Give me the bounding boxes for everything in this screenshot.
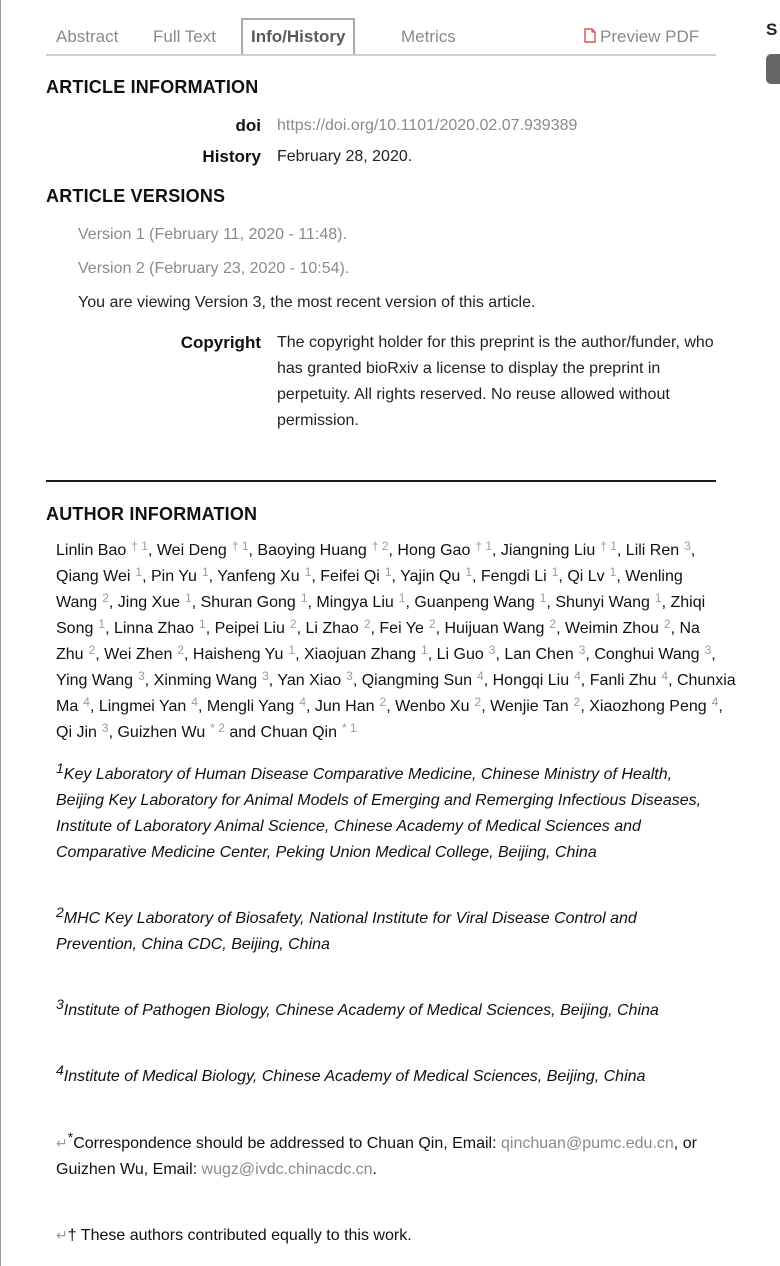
author-name-text: Haisheng Yu xyxy=(192,646,284,663)
author-name-text: Qi Jin xyxy=(56,724,97,741)
author-name-text: Xiaojuan Zhang xyxy=(303,646,417,663)
author-name[interactable] xyxy=(361,669,484,689)
affiliation-number: 2 xyxy=(56,904,64,920)
tab-info-history[interactable]: Info/History xyxy=(241,18,355,54)
author-affiliation-marker: 4 xyxy=(661,669,669,683)
author-name-text: Shuran Gong xyxy=(200,594,296,611)
tab-abstract[interactable]: Abstract xyxy=(56,27,119,46)
author-affiliation-marker: 1 xyxy=(304,565,312,579)
author-affiliation-marker: 2 xyxy=(177,643,185,657)
author-name[interactable] xyxy=(217,565,312,585)
author-name[interactable] xyxy=(397,539,493,559)
author-affiliation-marker: 2 xyxy=(363,617,371,631)
author-affiliation-marker: 2 xyxy=(474,695,482,709)
author-affiliation-marker: 3 xyxy=(684,539,691,553)
author-affiliation-marker: 3 xyxy=(578,643,586,657)
affiliation-text: Institute of Pathogen Biology, Chinese Academy of Medical Sciences, Beijing, China xyxy=(63,1002,659,1019)
author-name[interactable] xyxy=(277,669,353,689)
author-affiliation-marker: 3 xyxy=(101,721,109,735)
author-name-text: Yajin Qu xyxy=(400,568,461,585)
article-versions-heading: ARTICLE VERSIONS xyxy=(46,186,226,206)
author-name[interactable] xyxy=(625,539,691,559)
email-link-wu[interactable]: wugz@ivdc.chinacdc.cn xyxy=(201,1161,373,1178)
author-affiliation-marker: 1 xyxy=(98,617,106,631)
affiliation-text: Institute of Medical Biology, Chinese Academy of Medical Sciences, Beijing, China xyxy=(63,1068,646,1085)
version-1-link[interactable]: Version 1 (February 11, 2020 - 11:48). xyxy=(78,226,347,243)
author-name-text: Yanfeng Xu xyxy=(217,568,300,585)
author-name[interactable] xyxy=(504,643,586,663)
author-name[interactable] xyxy=(117,721,225,741)
author-affiliation-marker: * 1 xyxy=(342,721,357,735)
author-name-text: Li Guo xyxy=(436,646,484,663)
author-affiliation-marker: 3 xyxy=(704,643,712,657)
author-name-text: Weimin Zhou xyxy=(564,620,659,637)
author-name-text: Wei Deng xyxy=(156,542,227,559)
affiliation-number: 4 xyxy=(56,1062,64,1078)
pdf-file-icon xyxy=(584,19,596,57)
author-name-text: Hong Gao xyxy=(397,542,471,559)
author-affiliation-marker: † 1 xyxy=(475,539,493,553)
author-affiliation-marker: 2 xyxy=(102,591,109,605)
author-name[interactable] xyxy=(414,591,547,611)
author-name-text: Guanpeng Wang xyxy=(414,594,535,611)
copyright-text: The copyright holder for this preprint is the author/funder, who has granted bioRxiv a license to display the preprint in perpetuity. All rights reserved. No reuse allowed without permission. xyxy=(277,334,714,429)
author-affiliation-marker: 2 xyxy=(573,695,581,709)
author-and-word: and xyxy=(224,724,261,741)
author-name[interactable] xyxy=(436,643,496,663)
author-affiliation-marker: 2 xyxy=(663,617,671,631)
author-affiliation-marker: 1 xyxy=(288,643,296,657)
doi-link[interactable]: https://doi.org/10.1101/2020.02.07.939389 xyxy=(277,117,578,134)
equal-contribution-note xyxy=(56,1222,716,1249)
author-name[interactable] xyxy=(56,539,148,559)
author-affiliation-marker: 3 xyxy=(138,669,145,683)
author-affiliation-marker: 1 xyxy=(384,565,392,579)
author-name-text: Wenling Wang xyxy=(56,568,683,611)
author-affiliation-marker: 2 xyxy=(549,617,557,631)
author-name-text: Wenbo Xu xyxy=(395,698,470,715)
author-name[interactable] xyxy=(589,669,669,689)
author-name[interactable] xyxy=(200,591,308,611)
sidebar-clipped-letter: S xyxy=(766,20,778,39)
author-affiliation-marker: 1 xyxy=(201,565,209,579)
author-affiliation-marker: † 1 xyxy=(131,539,148,553)
copyright-label: Copyright xyxy=(180,333,261,352)
author-name[interactable] xyxy=(156,539,249,559)
affiliation-text: MHC Key Laboratory of Biosafety, National Institute for Viral Disease Control and Prevention, China CDC, Beijing, China xyxy=(56,910,637,953)
author-name-text: Chunxia Ma xyxy=(56,672,736,715)
affiliation-4 xyxy=(56,1064,706,1090)
author-affiliation-marker: 2 xyxy=(289,617,297,631)
affiliation-number: 1 xyxy=(56,760,64,776)
author-list: Linlin Bao $^{\dagger 1}$, Wei Deng $^{\dagger 1}$, Baoying Huang $^{\dagger 2}$, Hong Gao $^{\dagger 1}$, Jiangning Liu $^{\dagger 1}$, Lili Ren $^3$, Qiang Wei $^1$, Pin Yu $^1$, Yanfeng Xu $^1$, Feifei Qi $^1$, Yajin Qu $^1$, Fengdi Li $^1$, Qi Lv $^1$, Wenling Wang $^2$, Jing Xue $^1$, Shuran Gong $^1$, Mingya Liu $^1$, Guanpeng Wang $^1$, Shunyi Wang $^1$, Zhiqi Song $^1$, Linna Zhao $^1$, Peipei Liu $^2$, Li Zhao $^2$, Fei Ye $^2$, Huijuan Wang $^2$, Weimin Zhou $^2$, Na Zhu $^2$, Wei Zhen $^2$, Haisheng Yu $^1$, Xiaojuan Zhang $^1$, Li Guo $^3$, Lan Chen $^3$, Conghui Wang $^3$, Ying Wang $^3$, Xinming Wang $^3$, Yan Xiao $^3$, Qiangming Sun $^4$, Hongqi Liu $^4$, Fanli Zhu $^4$, Chunxia Ma $^4$, Lingmei Yan $^4$, Mengli Yang $^4$, Jun Han $^2$, Wenbo Xu $^2$, Wenjie Tan $^2$, Xiaozhong Peng $^4$, Qi Jin $^3$, Guizhen Wu $^{* 2}$ and Chuan Qin $^{* 1}$ xyxy=(56,539,736,741)
author-affiliation-marker: 4 xyxy=(574,669,581,683)
author-affiliation-marker: 4 xyxy=(477,669,484,683)
author-name-text: Fei Ye xyxy=(379,620,424,637)
author-affiliation-marker: 1 xyxy=(199,617,206,631)
author-name[interactable] xyxy=(104,643,185,663)
affiliation-3 xyxy=(56,998,706,1024)
author-name[interactable] xyxy=(395,695,482,715)
history-label: History xyxy=(202,147,261,166)
author-name[interactable] xyxy=(98,695,198,715)
version-2-link[interactable]: Version 2 (February 23, 2020 - 10:54). xyxy=(78,260,350,277)
author-affiliation-marker: 1 xyxy=(609,565,617,579)
author-name[interactable] xyxy=(492,669,581,689)
author-name-text: Wenjie Tan xyxy=(490,698,569,715)
author-affiliation-marker: 2 xyxy=(379,695,387,709)
author-affiliation-marker: 4 xyxy=(83,695,90,709)
author-name[interactable] xyxy=(480,565,559,585)
author-affiliation-marker: 4 xyxy=(711,695,719,709)
history-value: February 28, 2020. xyxy=(277,148,413,165)
author-name[interactable] xyxy=(56,721,109,741)
author-name-text: Mingya Liu xyxy=(316,594,394,611)
author-name-text: Chuan Qin xyxy=(260,724,338,741)
author-name[interactable] xyxy=(305,617,371,637)
author-name-text: Lan Chen xyxy=(504,646,574,663)
author-name-text: Yan Xiao xyxy=(277,672,342,689)
author-name[interactable] xyxy=(490,695,581,715)
author-name[interactable] xyxy=(56,565,143,585)
author-name-text: Xinming Wang xyxy=(153,672,258,689)
author-name-text: Qi Lv xyxy=(567,568,605,585)
dagger-mark: † xyxy=(67,1227,77,1244)
author-name[interactable] xyxy=(500,539,617,559)
author-affiliation-marker: 2 xyxy=(428,617,436,631)
author-affiliation-marker: 1 xyxy=(465,565,473,579)
tab-preview-pdf[interactable] xyxy=(584,18,699,54)
equal-contribution-text: These authors contributed equally to this work. xyxy=(76,1227,412,1244)
author-affiliation-marker: 1 xyxy=(185,591,192,605)
doi-label: doi xyxy=(235,116,261,135)
affiliation-text: Key Laboratory of Human Disease Comparative Medicine, Chinese Ministry of Health, Beijing Key Laboratory for Animal Models of Emerging and Remerging Infectious Diseases, Institute of Laboratory Animal Science, Chinese Academy of Medical Sciences and Comparative Medicine Center, Peking Union Medical College, Beijing, China xyxy=(56,766,702,861)
author-name[interactable] xyxy=(564,617,671,637)
author-name[interactable] xyxy=(567,565,617,585)
author-name[interactable] xyxy=(594,643,712,663)
author-name-text: Jiangning Liu xyxy=(500,542,596,559)
author-affiliation-marker: 4 xyxy=(191,695,198,709)
author-name-text: Lingmei Yan xyxy=(98,698,187,715)
author-name-text: Feifei Qi xyxy=(320,568,380,585)
author-name-text: Ying Wang xyxy=(56,672,134,689)
author-name[interactable] xyxy=(192,643,296,663)
author-name[interactable] xyxy=(379,617,436,637)
affiliation-2 xyxy=(56,906,706,958)
tab-metrics[interactable]: Metrics xyxy=(401,27,456,46)
author-affiliation-marker: 3 xyxy=(346,669,353,683)
return-arrow-icon[interactable]: ↵ xyxy=(56,1135,68,1151)
author-name-text: Jing Xue xyxy=(117,594,181,611)
author-name-text: Na Zhu xyxy=(56,620,700,663)
left-border xyxy=(0,0,1,1266)
author-affiliation-marker: † 2 xyxy=(371,539,389,553)
correspondence-text: Correspondence should be addressed to Chuan Qin, Email: xyxy=(73,1135,501,1152)
author-name[interactable] xyxy=(316,591,406,611)
correspondence-text-end: . xyxy=(372,1161,377,1178)
author-name[interactable] xyxy=(214,617,297,637)
author-name[interactable] xyxy=(320,565,392,585)
author-information-heading: AUTHOR INFORMATION xyxy=(46,504,258,524)
author-name-text: Jun Han xyxy=(314,698,375,715)
author-name-text: Li Zhao xyxy=(305,620,359,637)
author-name-text: Fanli Zhu xyxy=(589,672,657,689)
author-name-text: Zhiqi Song xyxy=(56,594,706,637)
author-affiliation-marker: 1 xyxy=(539,591,547,605)
author-name-text: Linlin Bao xyxy=(56,542,127,559)
author-name-text: Qiang Wei xyxy=(56,568,131,585)
author-affiliation-marker: 1 xyxy=(300,591,308,605)
author-name[interactable] xyxy=(117,591,192,611)
author-name-text: Qiangming Sun xyxy=(361,672,473,689)
author-name[interactable] xyxy=(555,591,662,611)
author-affiliation-marker: 1 xyxy=(654,591,662,605)
author-name-text: Linna Zhao xyxy=(113,620,195,637)
tab-preview-pdf-label: Preview PDF xyxy=(600,27,700,46)
author-name[interactable] xyxy=(589,695,719,715)
author-name-text: Huijuan Wang xyxy=(444,620,545,637)
author-affiliation-marker: * 2 xyxy=(210,721,225,735)
author-name-text: Hongqi Liu xyxy=(492,672,570,689)
author-name[interactable] xyxy=(260,721,357,741)
author-name[interactable] xyxy=(206,695,307,715)
author-name-text: Guizhen Wu xyxy=(117,724,206,741)
author-affiliation-marker: 1 xyxy=(551,565,559,579)
section-divider xyxy=(46,480,716,482)
correspondence-text-mid: , or Guizhen Wu, Email: xyxy=(56,1135,697,1178)
author-affiliation-marker: 1 xyxy=(398,591,406,605)
author-name-text: Peipei Liu xyxy=(214,620,285,637)
affiliation-number: 3 xyxy=(56,996,64,1012)
author-affiliation-marker: 3 xyxy=(488,643,496,657)
author-name-text: Shunyi Wang xyxy=(555,594,650,611)
author-name[interactable] xyxy=(150,565,209,585)
author-name[interactable] xyxy=(303,643,428,663)
tab-full-text[interactable]: Full Text xyxy=(153,27,216,46)
article-tabs xyxy=(46,18,716,56)
author-affiliation-marker: 1 xyxy=(135,565,143,579)
author-name[interactable] xyxy=(113,617,206,637)
footnote-mark: * xyxy=(67,1129,74,1145)
author-name[interactable] xyxy=(257,539,389,559)
author-name-text: Lili Ren xyxy=(625,542,680,559)
author-name-text: Conghui Wang xyxy=(594,646,700,663)
author-affiliation-marker: † 1 xyxy=(231,539,249,553)
author-name-text: Mengli Yang xyxy=(206,698,295,715)
author-name[interactable] xyxy=(400,565,473,585)
correspondence-note xyxy=(56,1130,716,1183)
author-name[interactable] xyxy=(314,695,387,715)
author-affiliation-marker: † 1 xyxy=(600,539,617,553)
author-name-text: Fengdi Li xyxy=(480,568,547,585)
author-name-text: Wei Zhen xyxy=(104,646,173,663)
author-name[interactable] xyxy=(56,669,145,689)
author-name-text: Baoying Huang xyxy=(257,542,367,559)
email-link-qin[interactable]: qinchuan@pumc.edu.cn xyxy=(501,1135,674,1152)
author-name-text: Pin Yu xyxy=(150,568,197,585)
author-name[interactable] xyxy=(153,669,269,689)
author-name[interactable] xyxy=(444,617,557,637)
author-name-text: Xiaozhong Peng xyxy=(589,698,707,715)
author-affiliation-marker: 1 xyxy=(421,643,428,657)
author-affiliation-marker: 2 xyxy=(88,643,96,657)
article-information-heading: ARTICLE INFORMATION xyxy=(46,77,259,97)
current-version-note: You are viewing Version 3, the most recent version of this article. xyxy=(78,294,536,311)
sidebar-clipped-button[interactable] xyxy=(766,54,780,84)
affiliation-1 xyxy=(56,762,706,866)
author-affiliation-marker: 3 xyxy=(262,669,269,683)
return-arrow-icon[interactable]: ↵ xyxy=(56,1227,68,1243)
author-affiliation-marker: 4 xyxy=(299,695,307,709)
